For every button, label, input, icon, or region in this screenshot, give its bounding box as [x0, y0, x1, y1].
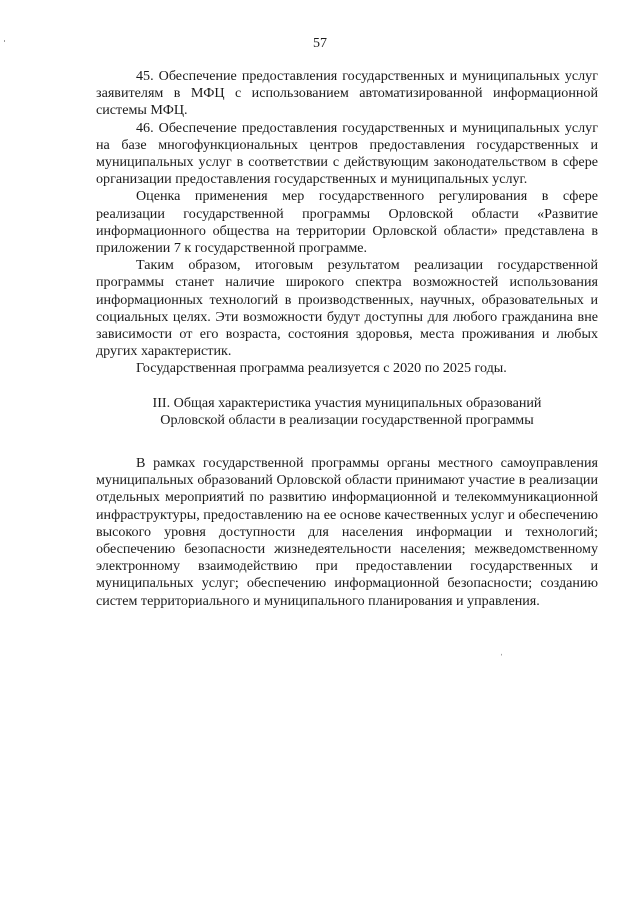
- document-body: [96, 68, 598, 610]
- paragraph-regulation-assessment: Оценка применения мер государственного регулирования в сфере реализации государственной программы Орловской области «Развитие информационного общества на территории Орловской области» представлена в приложении 7 к государственной программе.: [96, 188, 598, 257]
- scan-dot-mark: ˌ: [500, 645, 504, 656]
- paragraph-program-period: Государственная программа реализуется с 2020 по 2025 годы.: [136, 360, 507, 377]
- paragraph-item-46: 46. Обеспечение предоставления государственных и муниципальных услуг на базе многофункциональных центров предоставления государственных и муниципальных услуг в соответствии с действующим законодательством в сфере организации предоставления государственных и муниципальных услуг.: [96, 119, 598, 188]
- section-heading-line-2: Орловской области в реализации государственной программы: [160, 411, 534, 428]
- paragraph-municipal-participation: В рамках государственной программы органы местного самоуправления муниципальных образований Орловской области принимают участие в реализации отдельных мероприятий по развитию информационной и телекоммуникационной инфраструктуры, предоставлению на ее основе качественных услуг и обеспечению высокого уровня доступности для населения информации и технологий; обеспечению безопасности жизнедеятельности населения; межведомственному электронному взаимодействию при предоставлении государственных и муниципальных услуг; обеспечению информационной безопасности; созданию систем территориального и муниципального планирования и управления.: [96, 455, 598, 609]
- paragraph-item-45: 45. Обеспечение предоставления государственных и муниципальных услуг заявителям в МФЦ с использованием автоматизированной информационной системы МФЦ.: [96, 68, 598, 119]
- section-heading: [96, 395, 598, 429]
- page-number: 57: [313, 36, 327, 51]
- paragraph-program-result: Таким образом, итоговым результатом реализации государственной программы станет наличие широкого спектра возможностей использования информационных технологий в производственных, научных, образовательных и социальных целях. Эти возможности будут доступны для любого гражданина вне зависимости от его возраста, состояния здоровья, места проживания и любых других характеристик.: [96, 257, 598, 360]
- section-heading-line-1: III. Общая характеристика участия муниципальных образований: [152, 394, 542, 411]
